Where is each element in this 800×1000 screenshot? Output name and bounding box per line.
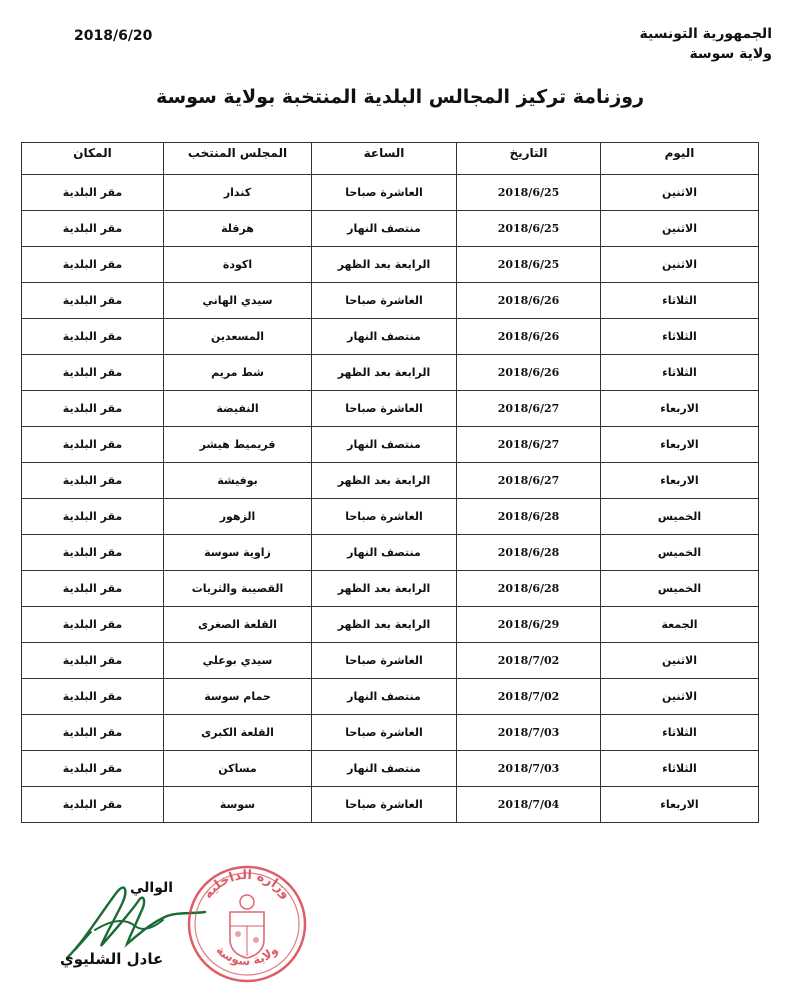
cell-place: مقر البلدية — [22, 643, 164, 679]
cell-day: الاثنين — [601, 247, 759, 283]
cell-place: مقر البلدية — [22, 535, 164, 571]
table-header-row — [22, 143, 759, 175]
col-header-place: المكان — [22, 143, 164, 175]
cell-time: العاشرة صباحا — [312, 499, 457, 535]
cell-day: الثلاثاء — [601, 751, 759, 787]
cell-date: 2018/6/26 — [457, 355, 601, 391]
cell-date: 2018/6/27 — [457, 463, 601, 499]
cell-council: القلعة الصغرى — [164, 607, 312, 643]
cell-council: سيدي الهاني — [164, 283, 312, 319]
table-row — [22, 247, 759, 283]
stamp-bottom-text: ولاية سوسة — [213, 942, 281, 969]
cell-time: منتصف النهار — [312, 535, 457, 571]
cell-place: مقر البلدية — [22, 427, 164, 463]
table-row — [22, 607, 759, 643]
cell-day: الخميس — [601, 499, 759, 535]
table-row — [22, 499, 759, 535]
col-header-day: اليوم — [601, 143, 759, 175]
cell-day: الثلاثاء — [601, 355, 759, 391]
cell-date: 2018/6/25 — [457, 247, 601, 283]
cell-day: الاربعاء — [601, 463, 759, 499]
cell-council: شط مريم — [164, 355, 312, 391]
cell-place: مقر البلدية — [22, 355, 164, 391]
cell-date: 2018/6/25 — [457, 211, 601, 247]
cell-date: 2018/7/02 — [457, 679, 601, 715]
cell-day: الاربعاء — [601, 427, 759, 463]
cell-council: النفيضة — [164, 391, 312, 427]
cell-day: الخميس — [601, 535, 759, 571]
cell-place: مقر البلدية — [22, 391, 164, 427]
governor-title: الوالي — [130, 880, 174, 896]
cell-time: العاشرة صباحا — [312, 787, 457, 823]
table-row — [22, 787, 759, 823]
cell-place: مقر البلدية — [22, 787, 164, 823]
governor-name: عادل الشليوي — [60, 950, 164, 968]
page-title: روزنامة تركيز المجالس البلدية المنتخبة بولاية سوسة — [155, 86, 645, 108]
table-row — [22, 319, 759, 355]
cell-date: 2018/7/04 — [457, 787, 601, 823]
issuer-header — [640, 24, 773, 64]
cell-date: 2018/6/27 — [457, 427, 601, 463]
cell-time: الرابعة بعد الظهر — [312, 607, 457, 643]
cell-time: الرابعة بعد الظهر — [312, 247, 457, 283]
cell-date: 2018/6/29 — [457, 607, 601, 643]
cell-place: مقر البلدية — [22, 679, 164, 715]
cell-council: قريميط هيشر — [164, 427, 312, 463]
cell-council: سيدي بوعلي — [164, 643, 312, 679]
col-header-time: الساعة — [312, 143, 457, 175]
cell-day: الاثنين — [601, 643, 759, 679]
cell-time: الرابعة بعد الظهر — [312, 463, 457, 499]
cell-time: منتصف النهار — [312, 679, 457, 715]
cell-council: هرقلة — [164, 211, 312, 247]
cell-date: 2018/6/28 — [457, 535, 601, 571]
cell-place: مقر البلدية — [22, 283, 164, 319]
cell-day: الخميس — [601, 571, 759, 607]
cell-day: الجمعة — [601, 607, 759, 643]
schedule-table — [21, 142, 759, 823]
col-header-council: المجلس المنتخب — [164, 143, 312, 175]
cell-time: العاشرة صباحا — [312, 391, 457, 427]
cell-council: بوفيشة — [164, 463, 312, 499]
cell-place: مقر البلدية — [22, 571, 164, 607]
cell-date: 2018/6/28 — [457, 499, 601, 535]
table-row — [22, 391, 759, 427]
cell-council: مساكن — [164, 751, 312, 787]
country-name: الجمهورية التونسية — [639, 26, 772, 42]
cell-date: 2018/6/27 — [457, 391, 601, 427]
cell-council: القصيبة والثريات — [164, 571, 312, 607]
cell-council: سوسة — [164, 787, 312, 823]
table-row — [22, 535, 759, 571]
cell-date: 2018/6/28 — [457, 571, 601, 607]
table-row — [22, 679, 759, 715]
cell-place: مقر البلدية — [22, 319, 164, 355]
table-row — [22, 751, 759, 787]
cell-day: الثلاثاء — [601, 319, 759, 355]
stamp-top-text: وزارة الداخلية — [200, 867, 294, 902]
table-row — [22, 463, 759, 499]
cell-date: 2018/7/03 — [457, 751, 601, 787]
cell-day: الاثنين — [601, 679, 759, 715]
cell-day: الثلاثاء — [601, 283, 759, 319]
table-row — [22, 643, 759, 679]
document-date: 2018/6/20 — [74, 28, 153, 44]
governorate-name: ولاية سوسة — [689, 46, 772, 62]
cell-time: منتصف النهار — [312, 319, 457, 355]
cell-date: 2018/6/26 — [457, 283, 601, 319]
table-row — [22, 355, 759, 391]
cell-time: الرابعة بعد الظهر — [312, 355, 457, 391]
cell-place: مقر البلدية — [22, 607, 164, 643]
cell-place: مقر البلدية — [22, 211, 164, 247]
cell-time: منتصف النهار — [312, 211, 457, 247]
cell-date: 2018/7/03 — [457, 715, 601, 751]
cell-council: القلعة الكبرى — [164, 715, 312, 751]
cell-place: مقر البلدية — [22, 751, 164, 787]
cell-time: الرابعة بعد الظهر — [312, 571, 457, 607]
table-row — [22, 571, 759, 607]
cell-time: العاشرة صباحا — [312, 643, 457, 679]
cell-council: الزهور — [164, 499, 312, 535]
cell-place: مقر البلدية — [22, 247, 164, 283]
table-row — [22, 211, 759, 247]
cell-day: الاثنين — [601, 175, 759, 211]
col-header-date: التاريخ — [457, 143, 601, 175]
cell-place: مقر البلدية — [22, 499, 164, 535]
cell-date: 2018/7/02 — [457, 643, 601, 679]
table-body — [22, 175, 759, 823]
cell-time: منتصف النهار — [312, 427, 457, 463]
official-stamp — [180, 858, 315, 988]
table-row — [22, 175, 759, 211]
cell-council: زاوية سوسة — [164, 535, 312, 571]
table-row — [22, 715, 759, 751]
cell-time: العاشرة صباحا — [312, 175, 457, 211]
cell-day: الاربعاء — [601, 391, 759, 427]
cell-council: اكودة — [164, 247, 312, 283]
cell-time: العاشرة صباحا — [312, 283, 457, 319]
cell-day: الاثنين — [601, 211, 759, 247]
cell-council: حمام سوسة — [164, 679, 312, 715]
cell-date: 2018/6/26 — [457, 319, 601, 355]
cell-council: المسعدين — [164, 319, 312, 355]
table-row — [22, 427, 759, 463]
cell-day: الثلاثاء — [601, 715, 759, 751]
cell-place: مقر البلدية — [22, 715, 164, 751]
cell-council: كندار — [164, 175, 312, 211]
cell-date: 2018/6/25 — [457, 175, 601, 211]
cell-time: منتصف النهار — [312, 751, 457, 787]
table-row — [22, 283, 759, 319]
cell-place: مقر البلدية — [22, 463, 164, 499]
cell-time: العاشرة صباحا — [312, 715, 457, 751]
cell-place: مقر البلدية — [22, 175, 164, 211]
cell-day: الاربعاء — [601, 787, 759, 823]
